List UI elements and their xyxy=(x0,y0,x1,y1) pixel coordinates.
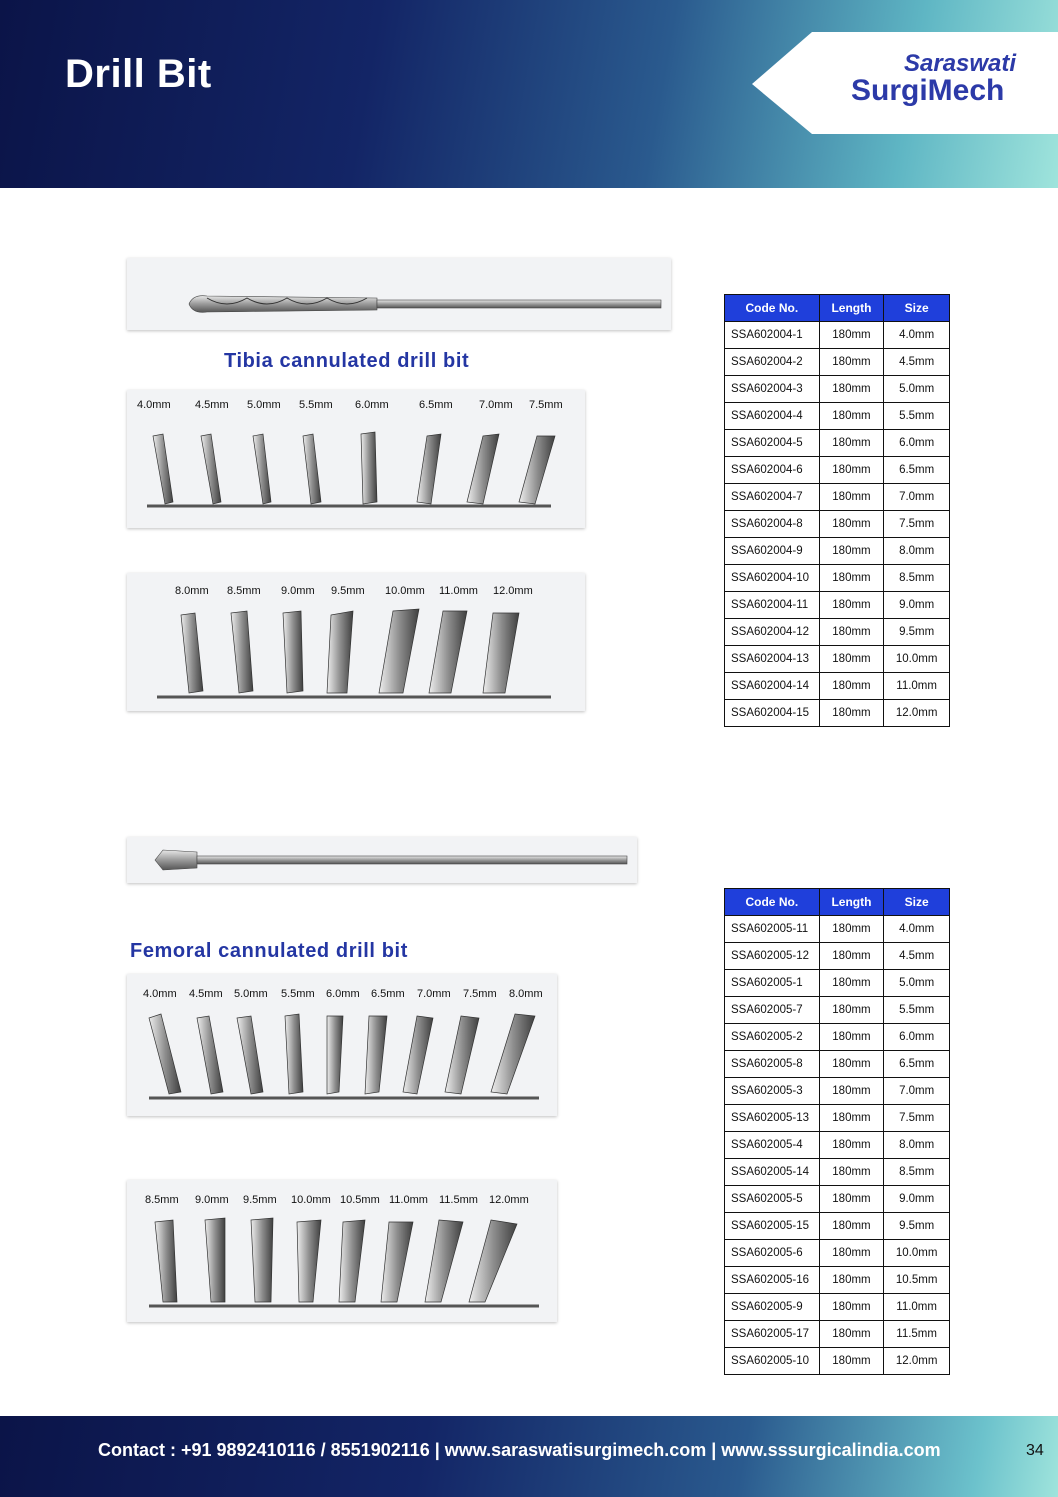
tibia-drill-tips-image-1 xyxy=(127,390,585,528)
cell-length: 180mm xyxy=(819,1321,884,1348)
table-row xyxy=(725,1024,950,1051)
cell-size: 4.0mm xyxy=(884,322,950,349)
size-label: 7.0mm xyxy=(479,399,513,411)
cell-code: SSA602005-12 xyxy=(725,943,820,970)
cell-code: SSA602004-4 xyxy=(725,403,820,430)
size-label: 8.0mm xyxy=(509,988,543,1000)
cell-size: 6.5mm xyxy=(884,457,950,484)
table-row xyxy=(725,1051,950,1078)
table-row xyxy=(725,673,950,700)
cell-code: SSA602004-13 xyxy=(725,646,820,673)
cell-length: 180mm xyxy=(819,457,884,484)
cell-length: 180mm xyxy=(819,376,884,403)
size-label: 4.0mm xyxy=(143,988,177,1000)
size-label: 9.5mm xyxy=(331,585,365,597)
column-header-length: Length xyxy=(819,889,884,916)
cell-code: SSA602005-9 xyxy=(725,1294,820,1321)
size-label: 4.5mm xyxy=(195,399,229,411)
femoral-spec-table xyxy=(724,888,950,1375)
femoral-sizes-panel-2 xyxy=(127,1180,557,1322)
tibia-sizes-panel-1 xyxy=(127,390,585,528)
size-label: 9.0mm xyxy=(195,1194,229,1206)
cell-code: SSA602005-17 xyxy=(725,1321,820,1348)
cell-length: 180mm xyxy=(819,916,884,943)
cell-size: 12.0mm xyxy=(884,700,950,727)
cell-length: 180mm xyxy=(819,943,884,970)
table-row xyxy=(725,376,950,403)
size-label: 6.0mm xyxy=(326,988,360,1000)
cell-length: 180mm xyxy=(819,1132,884,1159)
table-row xyxy=(725,619,950,646)
table-row xyxy=(725,592,950,619)
cell-length: 180mm xyxy=(819,997,884,1024)
table-row xyxy=(725,916,950,943)
size-label: 10.5mm xyxy=(340,1194,380,1206)
table-row xyxy=(725,1294,950,1321)
femoral-drill-image-panel xyxy=(127,837,637,883)
cell-length: 180mm xyxy=(819,700,884,727)
logo-text-saraswati: Saraswati xyxy=(904,50,1017,77)
table-row xyxy=(725,1240,950,1267)
table-row xyxy=(725,1186,950,1213)
cell-size: 6.0mm xyxy=(884,430,950,457)
cell-size: 9.5mm xyxy=(884,619,950,646)
cell-size: 4.0mm xyxy=(884,916,950,943)
logo-text-surgimech: SurgiMech xyxy=(851,74,1005,107)
cell-size: 6.5mm xyxy=(884,1051,950,1078)
cell-length: 180mm xyxy=(819,538,884,565)
cell-code: SSA602005-3 xyxy=(725,1078,820,1105)
cell-size: 11.0mm xyxy=(884,1294,950,1321)
cell-length: 180mm xyxy=(819,565,884,592)
cell-size: 7.0mm xyxy=(884,1078,950,1105)
cell-size: 5.0mm xyxy=(884,970,950,997)
cell-code: SSA602004-8 xyxy=(725,511,820,538)
size-label: 5.5mm xyxy=(281,988,315,1000)
cell-size: 5.5mm xyxy=(884,997,950,1024)
cell-size: 10.0mm xyxy=(884,1240,950,1267)
table-row xyxy=(725,457,950,484)
table-header-row xyxy=(725,889,950,916)
cell-code: SSA602005-11 xyxy=(725,916,820,943)
table-row xyxy=(725,997,950,1024)
cell-code: SSA602005-8 xyxy=(725,1051,820,1078)
cell-code: SSA602005-4 xyxy=(725,1132,820,1159)
size-label: 9.0mm xyxy=(281,585,315,597)
size-label: 6.0mm xyxy=(355,399,389,411)
cell-length: 180mm xyxy=(819,646,884,673)
column-header-code: Code No. xyxy=(725,889,820,916)
table-row xyxy=(725,943,950,970)
cell-size: 4.5mm xyxy=(884,349,950,376)
size-label: 7.5mm xyxy=(463,988,497,1000)
cell-code: SSA602005-2 xyxy=(725,1024,820,1051)
cell-size: 9.0mm xyxy=(884,1186,950,1213)
table-row xyxy=(725,322,950,349)
cell-code: SSA602005-5 xyxy=(725,1186,820,1213)
cell-code: SSA602004-9 xyxy=(725,538,820,565)
cell-code: SSA602004-11 xyxy=(725,592,820,619)
column-header-size: Size xyxy=(884,295,950,322)
cell-size: 4.5mm xyxy=(884,943,950,970)
tibia-drill-bit-image xyxy=(127,258,671,330)
cell-size: 6.0mm xyxy=(884,1024,950,1051)
table-row xyxy=(725,1213,950,1240)
table-row xyxy=(725,1078,950,1105)
femoral-table-body xyxy=(725,916,950,1375)
size-label: 8.0mm xyxy=(175,585,209,597)
cell-code: SSA602005-14 xyxy=(725,1159,820,1186)
footer-contact-text: Contact : +91 9892410116 / 8551902116 | www.saraswatisurgimech.com | www.sssurgicalindia.com xyxy=(98,1440,941,1460)
size-label: 5.5mm xyxy=(299,399,333,411)
cell-size: 8.0mm xyxy=(884,1132,950,1159)
size-label: 7.5mm xyxy=(529,399,563,411)
cell-size: 10.0mm xyxy=(884,646,950,673)
table-row xyxy=(725,349,950,376)
table-row xyxy=(725,1267,950,1294)
size-label: 4.0mm xyxy=(137,399,171,411)
size-label: 11.0mm xyxy=(389,1194,428,1206)
size-label: 8.5mm xyxy=(227,585,261,597)
femoral-section-title: Femoral cannulated drill bit xyxy=(130,940,408,962)
column-header-size: Size xyxy=(884,889,950,916)
size-label: 5.0mm xyxy=(247,399,281,411)
cell-code: SSA602004-10 xyxy=(725,565,820,592)
cell-length: 180mm xyxy=(819,1348,884,1375)
cell-code: SSA602005-15 xyxy=(725,1213,820,1240)
cell-code: SSA602004-1 xyxy=(725,322,820,349)
cell-length: 180mm xyxy=(819,1051,884,1078)
cell-length: 180mm xyxy=(819,1159,884,1186)
cell-length: 180mm xyxy=(819,1078,884,1105)
cell-length: 180mm xyxy=(819,592,884,619)
cell-code: SSA602005-6 xyxy=(725,1240,820,1267)
cell-length: 180mm xyxy=(819,1024,884,1051)
cell-length: 180mm xyxy=(819,511,884,538)
table-row xyxy=(725,1159,950,1186)
cell-size: 9.5mm xyxy=(884,1213,950,1240)
cell-length: 180mm xyxy=(819,1186,884,1213)
femoral-drill-tips-image-1 xyxy=(127,974,557,1116)
size-label: 7.0mm xyxy=(417,988,451,1000)
tibia-spec-table xyxy=(724,294,950,727)
femoral-sizes-panel-1 xyxy=(127,974,557,1116)
table-row xyxy=(725,403,950,430)
size-label: 6.5mm xyxy=(419,399,453,411)
cell-code: SSA602005-13 xyxy=(725,1105,820,1132)
cell-code: SSA602005-7 xyxy=(725,997,820,1024)
cell-size: 10.5mm xyxy=(884,1267,950,1294)
tibia-drill-image-panel xyxy=(127,258,671,330)
size-label: 12.0mm xyxy=(489,1194,529,1206)
cell-length: 180mm xyxy=(819,430,884,457)
cell-code: SSA602004-12 xyxy=(725,619,820,646)
cell-size: 11.5mm xyxy=(884,1321,950,1348)
cell-length: 180mm xyxy=(819,619,884,646)
cell-length: 180mm xyxy=(819,1213,884,1240)
table-row xyxy=(725,970,950,997)
cell-size: 7.5mm xyxy=(884,511,950,538)
cell-length: 180mm xyxy=(819,1294,884,1321)
cell-length: 180mm xyxy=(819,1267,884,1294)
table-row xyxy=(725,511,950,538)
cell-length: 180mm xyxy=(819,484,884,511)
cell-code: SSA602004-7 xyxy=(725,484,820,511)
cell-size: 8.0mm xyxy=(884,538,950,565)
size-label: 5.0mm xyxy=(234,988,268,1000)
cell-length: 180mm xyxy=(819,1240,884,1267)
cell-size: 9.0mm xyxy=(884,592,950,619)
cell-size: 7.5mm xyxy=(884,1105,950,1132)
table-row xyxy=(725,646,950,673)
tibia-section-title: Tibia cannulated drill bit xyxy=(224,350,470,372)
cell-size: 5.0mm xyxy=(884,376,950,403)
table-header-row xyxy=(725,295,950,322)
table-row xyxy=(725,1132,950,1159)
cell-length: 180mm xyxy=(819,403,884,430)
table-row xyxy=(725,1321,950,1348)
table-row xyxy=(725,1348,950,1375)
cell-length: 180mm xyxy=(819,349,884,376)
size-label: 12.0mm xyxy=(493,585,533,597)
column-header-length: Length xyxy=(819,295,884,322)
tibia-table-body xyxy=(725,322,950,727)
size-label: 9.5mm xyxy=(243,1194,277,1206)
cell-size: 7.0mm xyxy=(884,484,950,511)
size-label: 10.0mm xyxy=(385,585,425,597)
table-row xyxy=(725,430,950,457)
cell-code: SSA602004-15 xyxy=(725,700,820,727)
cell-length: 180mm xyxy=(819,1105,884,1132)
cell-length: 180mm xyxy=(819,673,884,700)
page-number: 34 xyxy=(1026,1442,1044,1459)
tibia-sizes-panel-2 xyxy=(127,573,585,711)
size-label: 10.0mm xyxy=(291,1194,331,1206)
size-label: 11.5mm xyxy=(439,1194,478,1206)
cell-size: 8.5mm xyxy=(884,1159,950,1186)
cell-length: 180mm xyxy=(819,322,884,349)
cell-length: 180mm xyxy=(819,970,884,997)
cell-code: SSA602004-2 xyxy=(725,349,820,376)
table-row xyxy=(725,700,950,727)
cell-code: SSA602005-1 xyxy=(725,970,820,997)
table-row xyxy=(725,484,950,511)
page-title: Drill Bit xyxy=(65,52,212,96)
cell-size: 8.5mm xyxy=(884,565,950,592)
femoral-drill-bit-image xyxy=(127,837,637,883)
cell-code: SSA602004-14 xyxy=(725,673,820,700)
table-row xyxy=(725,538,950,565)
cell-code: SSA602005-16 xyxy=(725,1267,820,1294)
cell-code: SSA602004-6 xyxy=(725,457,820,484)
cell-code: SSA602004-5 xyxy=(725,430,820,457)
cell-code: SSA602004-3 xyxy=(725,376,820,403)
table-row xyxy=(725,565,950,592)
size-label: 8.5mm xyxy=(145,1194,179,1206)
size-label: 4.5mm xyxy=(189,988,223,1000)
femoral-drill-tips-image-2 xyxy=(127,1180,557,1322)
size-label: 6.5mm xyxy=(371,988,405,1000)
size-label: 11.0mm xyxy=(439,585,478,597)
table-row xyxy=(725,1105,950,1132)
cell-size: 11.0mm xyxy=(884,673,950,700)
cell-code: SSA602005-10 xyxy=(725,1348,820,1375)
cell-size: 12.0mm xyxy=(884,1348,950,1375)
tibia-drill-tips-image-2 xyxy=(127,573,585,711)
cell-size: 5.5mm xyxy=(884,403,950,430)
column-header-code: Code No. xyxy=(725,295,820,322)
